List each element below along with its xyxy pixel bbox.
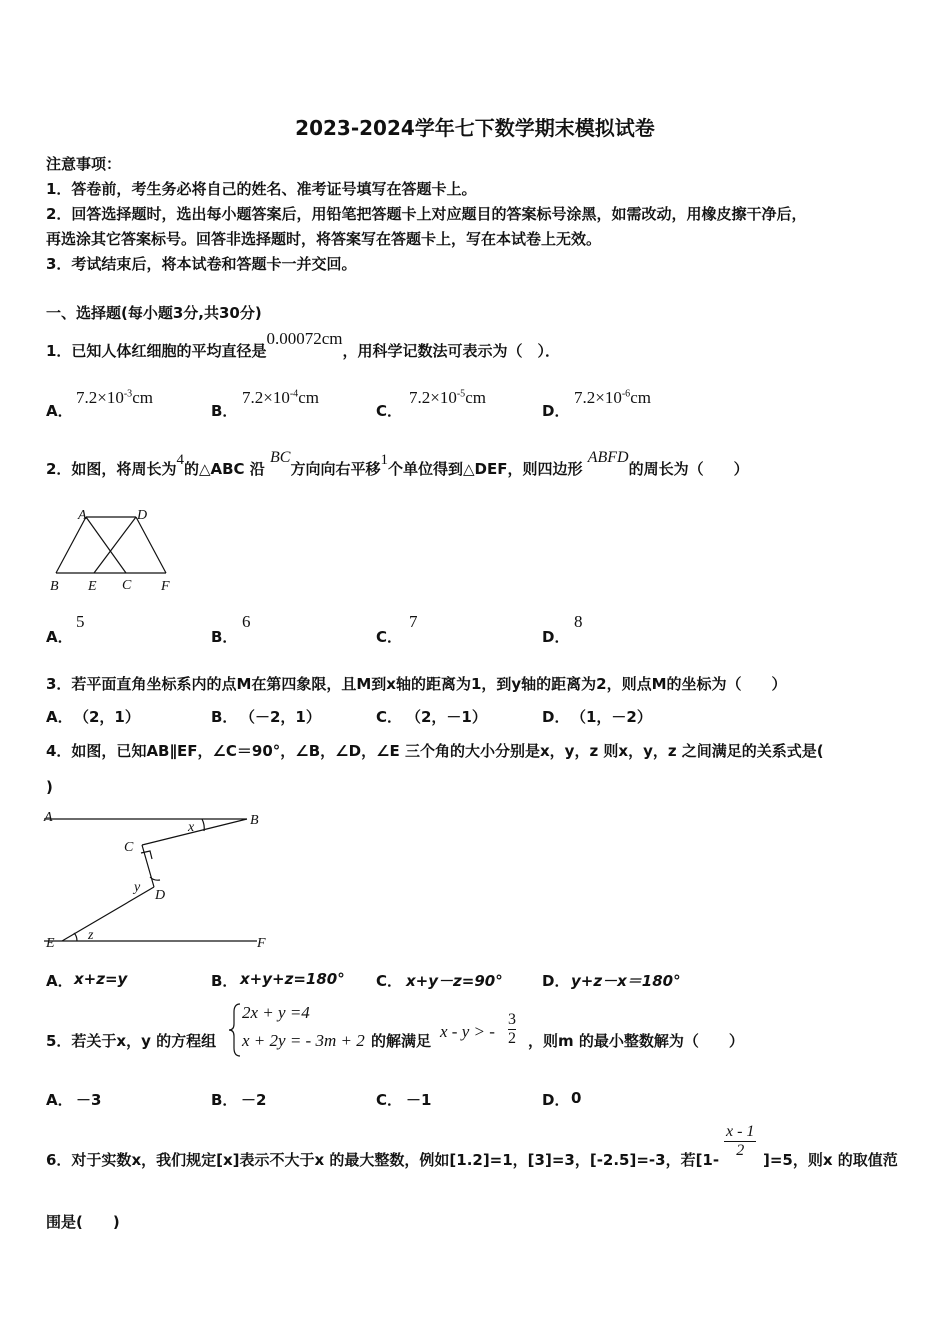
fraction: $\frac{x - 1}{2}$ — [726, 1123, 755, 1159]
point-label: D — [155, 888, 166, 903]
condition: x - y > - — [440, 1022, 495, 1041]
question-6-text-post: ]=5，则x 的取值范 — [763, 1151, 898, 1169]
angle-label: x — [188, 820, 195, 835]
point-label: B — [50, 579, 59, 594]
question-5-pre: 5．若关于x，y 的方程组 — [46, 1032, 217, 1050]
question-2-figure — [46, 505, 186, 595]
notice-item: 1．答卷前，考生务必将自己的姓名、准考证号填写在答题卡上。 — [46, 180, 477, 198]
point-label: A — [44, 810, 53, 825]
point-label: C — [124, 840, 134, 855]
question-5-mid: 的解满足 — [371, 1032, 432, 1050]
notice-item: 2．回答选择题时，选出每小题答案后，用铅笔把答题卡上对应题目的答案标号涂黑，如需改动，用橡皮擦干净后， — [46, 205, 807, 223]
point-label: F — [257, 936, 266, 951]
question-4-text: 4．如图，已知AB∥EF，∠C＝90°，∠B，∠D，∠E 三个角的大小分别是x，y，z 则x，y，z 之间满足的关系式是( — [46, 742, 824, 760]
question-2-text: 2．如图，将周长为4的△ABC 沿 BC方向向右平移1个单位得到△DEF，则四边形 ABFD的周长为（ ） — [46, 449, 749, 478]
question-5-post: ，则m 的最小整数解为（ ） — [528, 1032, 744, 1050]
question-4-text-cont: ) — [46, 778, 53, 796]
fraction: $\frac{3}{2}$ — [508, 1011, 516, 1047]
question-6-text: 6．对于实数x，我们规定[x]表示不大于x 的最大整数，例如[1.2]=1，[3]=3，[-2.5]=-3，若[1- — [46, 1151, 720, 1169]
page-title: 2023-2024学年七下数学期末模拟试卷 — [295, 116, 655, 140]
point-label: D — [137, 508, 148, 523]
equation-2: x + 2y = - 3m + 2 — [242, 1031, 365, 1050]
section-heading: 一、选择题(每小题3分,共30分) — [46, 304, 262, 322]
point-label: E — [88, 579, 97, 594]
point-label: C — [122, 578, 132, 593]
question-3-text: 3．若平面直角坐标系内的点M在第四象限，且M到x轴的距离为1，到y轴的距离为2，则点M的坐标为（ ） — [46, 675, 787, 693]
notice-heading: 注意事项： — [46, 155, 122, 173]
notice-item: 3．考试结束后，将本试卷和答题卡一并交回。 — [46, 255, 357, 273]
angle-label: z — [88, 928, 94, 943]
point-label: E — [46, 936, 55, 951]
point-label: B — [250, 813, 259, 828]
question-1-text: 1．已知人体红细胞的平均直径是0.00072cm，用科学记数法可表示为（ ）． — [46, 329, 560, 360]
point-label: A — [78, 508, 87, 523]
question-4-figure — [42, 805, 282, 955]
notice-item: 再选涂其它答案标号。回答非选择题时，将答案写在答题卡上，写在本试卷上无效。 — [46, 230, 602, 248]
brace-icon — [228, 1002, 242, 1058]
angle-label: y — [134, 880, 141, 895]
equation-1: 2x + y =4 — [242, 1003, 310, 1022]
question-6-text-cont: 围是( ) — [46, 1213, 120, 1231]
point-label: F — [161, 579, 170, 594]
